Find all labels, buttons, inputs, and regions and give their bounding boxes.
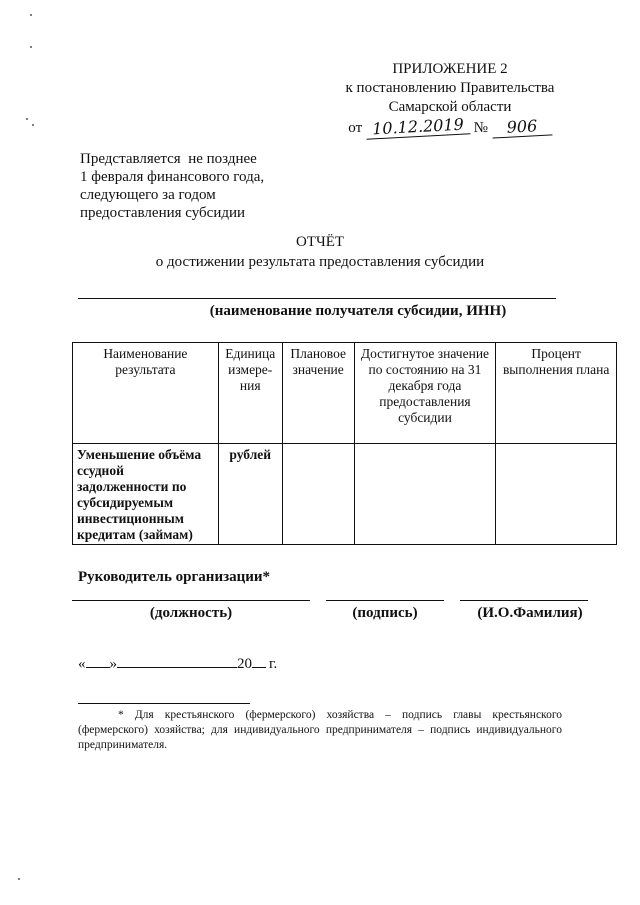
deadline-note (80, 150, 264, 222)
appendix-header (330, 60, 570, 138)
footnote: * Для крестьянского (фермерского) хозяйства – подпись главы крестьянского (фермерского) хозяйства; для индивидуального предпринимателя – подпись индивидуального предпринимателя. (78, 709, 562, 751)
year-prefix: 20 (237, 656, 252, 672)
signature-caption: (подпись) (352, 605, 418, 621)
scan-speck (30, 46, 32, 48)
header-unit: Единица измере-ния (218, 343, 282, 444)
date-close-quote: » (109, 656, 117, 672)
recipient-caption: (наименование получателя субсидии, ИНН) (209, 303, 507, 319)
header-achieved: Достигнутое значение по состоянию на 31 декабря года предоставления субсидии (354, 343, 496, 444)
scan-speck (30, 14, 32, 16)
deadline-line4: предоставления субсидии (80, 205, 246, 221)
results-table (72, 342, 617, 545)
position-line[interactable] (72, 600, 310, 601)
scan-speck (26, 118, 28, 120)
appendix-line2: к постановлению Правительства (345, 80, 555, 96)
report-title: ОТЧЁТ (295, 234, 345, 250)
date-open-quote: « (78, 656, 86, 672)
name-caption: (И.О.Фамилия) (477, 605, 583, 621)
deadline-line1: Представляется не позднее (80, 151, 257, 167)
year-blank[interactable] (252, 654, 266, 668)
organization-head-label: Руководитель организации* (78, 569, 271, 585)
cell-result-name: Уменьшение объёма ссудной задолженности по субсидируемым инвестиционным кредитам (займам) (73, 444, 219, 545)
report-title-block (0, 232, 640, 272)
cell-planned[interactable] (282, 444, 354, 545)
header-result-name: Наименование результата (73, 343, 219, 444)
handwritten-date: 10.12.2019 (365, 114, 470, 139)
appendix-date-number (330, 114, 570, 139)
appendix-line3: Самарской области (388, 99, 512, 115)
cell-percent[interactable] (496, 444, 617, 545)
header-percent: Процент выполнения плана (496, 343, 617, 444)
scan-speck (32, 124, 34, 126)
table-row (73, 444, 617, 545)
month-blank[interactable] (117, 654, 237, 668)
appendix-title: ПРИЛОЖЕНИЕ 2 (392, 61, 508, 77)
date-prefix: от (348, 120, 363, 136)
year-suffix: г. (269, 656, 278, 672)
number-prefix: № (473, 120, 488, 136)
date-line (78, 654, 277, 673)
deadline-line3: следующего за годом (80, 187, 216, 203)
footnote-rule (78, 703, 250, 704)
name-line[interactable] (460, 600, 588, 601)
signature-line[interactable] (326, 600, 444, 601)
table-header-row (73, 343, 617, 444)
day-blank[interactable] (86, 654, 110, 668)
header-planned: Плановое значение (282, 343, 354, 444)
scan-speck (18, 878, 20, 880)
deadline-line2: 1 февраля финансового года, (80, 169, 265, 185)
position-caption: (должность) (149, 605, 233, 621)
handwritten-number: 906 (491, 115, 552, 138)
recipient-name-line[interactable] (78, 298, 556, 299)
cell-unit: рублей (218, 444, 282, 545)
report-subtitle: о достижении результата предоставления субсидии (155, 254, 485, 270)
cell-achieved[interactable] (354, 444, 496, 545)
